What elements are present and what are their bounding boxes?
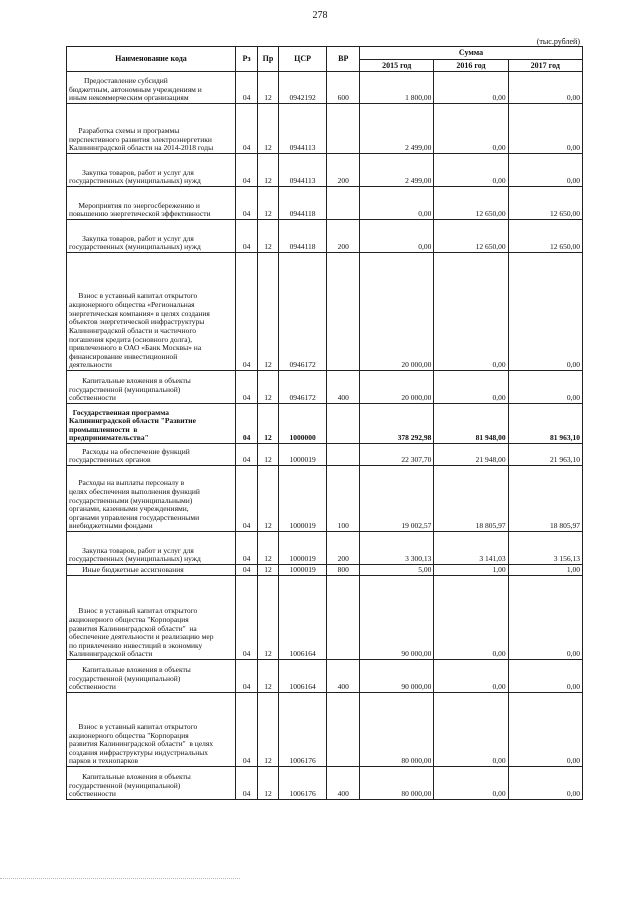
row-2016: 0,00 [434,371,508,404]
row-csr: 1000000 [278,404,327,444]
row-csr: 1006176 [278,767,327,800]
table-row [67,693,583,767]
row-2017: 12 650,00 [508,187,582,220]
row-2015: 90 000,00 [360,576,434,660]
table-row [67,72,583,104]
row-pr: 12 [258,660,278,693]
row-2017: 0,00 [508,371,582,404]
header-year-2017: 2017 год [508,60,582,72]
row-2017: 0,00 [508,253,582,371]
row-2016: 0,00 [434,104,508,154]
row-rz: 04 [235,187,257,220]
row-csr: 1000019 [278,532,327,565]
row-csr: 1000019 [278,466,327,532]
row-vr [327,253,360,371]
row-rz: 04 [235,444,257,466]
table-row [67,220,583,253]
row-2015: 2 499,00 [360,154,434,187]
row-2015: 20 000,00 [360,371,434,404]
row-name [67,565,236,576]
row-rz: 04 [235,565,257,576]
row-pr: 12 [258,404,278,444]
row-name [67,767,236,800]
row-2016: 0,00 [434,154,508,187]
row-2017: 0,00 [508,104,582,154]
row-name [67,371,236,404]
row-vr [327,576,360,660]
row-name [67,154,236,187]
row-vr: 400 [327,767,360,800]
row-name [67,576,236,660]
table-row [67,466,583,532]
row-csr: 1006164 [278,660,327,693]
row-name [67,466,236,532]
row-vr [327,187,360,220]
row-name-text: Взнос в уставный капитал открытого акционерного общества "Корпорация развития Калининградской области" в целях создания инфраструктуры индустриальных парков и технопарков [69,721,214,766]
row-rz: 04 [235,371,257,404]
row-rz: 04 [235,104,257,154]
row-2017: 12 650,00 [508,220,582,253]
row-rz: 04 [235,253,257,371]
row-2017: 3 156,13 [508,532,582,565]
table-row [67,444,583,466]
row-2016: 21 948,00 [434,444,508,466]
row-vr [327,693,360,767]
row-pr: 12 [258,767,278,800]
header-pr: Пр [258,47,278,72]
row-rz: 04 [235,767,257,800]
row-name-text: Мероприятия по энергосбережению и повышению энергетической эффективности [69,200,211,219]
page-number: 278 [312,10,328,21]
row-rz: 04 [235,404,257,444]
header-year-2016: 2016 год [434,60,508,72]
row-name [67,187,236,220]
row-vr [327,104,360,154]
row-csr: 0944113 [278,154,327,187]
header-csr: ЦСР [278,47,327,72]
row-pr: 12 [258,565,278,576]
row-name-text: Капитальные вложения в объекты государственной (муниципальной) собственности [69,665,191,692]
row-name-text: Иные бюджетные ассигнования [69,565,184,575]
row-name-text: Взнос в уставный капитал открытого акционерного общества «Региональная энергетическая компания» в целях создания объектов энергетической инфраструктуры Калининградской области и частичного погашения кредита (основного долга), привлеченного в ОАО «Банк Москвы» на финансирование инвестиционной деятельности [69,291,210,370]
row-2015: 0,00 [360,187,434,220]
row-pr: 12 [258,693,278,767]
row-2017: 81 963,10 [508,404,582,444]
row-rz: 04 [235,154,257,187]
row-2015: 80 000,00 [360,693,434,767]
row-rz: 04 [235,576,257,660]
row-2015: 0,00 [360,220,434,253]
row-name [67,404,236,444]
row-2017: 18 805,97 [508,466,582,532]
row-name [67,693,236,767]
budget-table [66,46,583,800]
row-rz: 04 [235,532,257,565]
row-csr: 1000019 [278,444,327,466]
row-2016: 3 141,03 [434,532,508,565]
row-rz: 04 [235,693,257,767]
row-name-text: Закупка товаров, работ и услуг для государственных (муниципальных) нужд [69,167,201,186]
header-year-2015: 2015 год [360,60,434,72]
row-name-text: Расходы на выплаты персоналу в целях обеспечения выполнения функций государственными (муниципальными) органами, казенными учреждениями, органами управления государственными внебюджетными фондами [69,478,200,531]
row-vr [327,404,360,444]
row-pr: 12 [258,532,278,565]
row-2016: 0,00 [434,693,508,767]
row-vr: 400 [327,371,360,404]
row-pr: 12 [258,72,278,104]
row-rz: 04 [235,72,257,104]
row-vr: 400 [327,660,360,693]
row-name-text: Государственная программа Калининградской области "Развитие промышленности в предпринимательства" [69,407,196,443]
table-row [67,404,583,444]
row-pr: 12 [258,220,278,253]
row-2016: 0,00 [434,660,508,693]
row-pr: 12 [258,253,278,371]
row-name-text: Расходы на обеспечение функций государственных органов [69,446,190,465]
row-vr: 800 [327,565,360,576]
row-2015: 2 499,00 [360,104,434,154]
scan-footer-artifact [0,878,240,881]
row-name [67,104,236,154]
row-pr: 12 [258,371,278,404]
row-2015: 3 300,13 [360,532,434,565]
row-name [67,253,236,371]
row-vr: 200 [327,532,360,565]
row-2016: 0,00 [434,576,508,660]
row-name [67,532,236,565]
table-row [67,660,583,693]
row-csr: 1006176 [278,693,327,767]
row-vr [327,444,360,466]
table-row [67,253,583,371]
row-pr: 12 [258,187,278,220]
row-2017: 0,00 [508,660,582,693]
header-vr: ВР [327,47,360,72]
row-csr: 0944118 [278,187,327,220]
row-csr: 1000019 [278,565,327,576]
row-2015: 378 292,98 [360,404,434,444]
row-name [67,72,236,104]
table-row [67,371,583,404]
row-csr: 0944113 [278,104,327,154]
row-2017: 0,00 [508,72,582,104]
row-rz: 04 [235,220,257,253]
row-2015: 20 000,00 [360,253,434,371]
row-name-text: Разработка схемы и программы перспективного развития электроэнергетики Калининградской области на 2014-2018 годы [69,126,214,153]
row-vr: 100 [327,466,360,532]
row-2015: 19 002,57 [360,466,434,532]
row-csr: 0946172 [278,253,327,371]
row-name-text: Предоставление субсидий бюджетным, автономным учреждениям и иным некоммерческим организациям [69,76,202,103]
row-2016: 0,00 [434,72,508,104]
row-vr: 200 [327,154,360,187]
row-vr: 200 [327,220,360,253]
row-2016: 0,00 [434,253,508,371]
row-pr: 12 [258,444,278,466]
row-2017: 0,00 [508,576,582,660]
table-row [67,767,583,800]
row-name [67,444,236,466]
row-2016: 1,00 [434,565,508,576]
table-row [67,187,583,220]
row-name-text: Капитальные вложения в объекты государственной (муниципальной) собственности [69,376,191,403]
row-2017: 0,00 [508,154,582,187]
row-csr: 0946172 [278,371,327,404]
header-sum: Сумма [360,47,583,60]
row-rz: 04 [235,660,257,693]
table-row [67,532,583,565]
row-name [67,220,236,253]
row-csr: 0944118 [278,220,327,253]
row-2016: 81 948,00 [434,404,508,444]
row-2017: 1,00 [508,565,582,576]
row-2016: 18 805,97 [434,466,508,532]
table-row [67,565,583,576]
row-pr: 12 [258,466,278,532]
row-2017: 0,00 [508,693,582,767]
row-name-text: Закупка товаров, работ и услуг для государственных (муниципальных) нужд [69,545,201,564]
table-row [67,576,583,660]
row-2016: 12 650,00 [434,220,508,253]
row-pr: 12 [258,576,278,660]
row-name-text: Капитальные вложения в объекты государственной (муниципальной) собственности [69,772,191,799]
row-2016: 12 650,00 [434,187,508,220]
row-2015: 5,00 [360,565,434,576]
row-2017: 0,00 [508,767,582,800]
row-pr: 12 [258,154,278,187]
row-2015: 1 800,00 [360,72,434,104]
row-vr: 600 [327,72,360,104]
table-row [67,104,583,154]
table-row [67,154,583,187]
units-label: (тыс.рублей) [536,37,580,46]
row-name-text: Взнос в уставный капитал открытого акционерного общества "Корпорация развития Калининградской области" на обеспечение деятельности и реализацию мер по привлечению инвестиций в экономику Калининградской области [69,606,214,659]
row-2015: 80 000,00 [360,767,434,800]
row-name [67,660,236,693]
header-rz: Рз [235,47,257,72]
row-2016: 0,00 [434,767,508,800]
row-csr: 1006164 [278,576,327,660]
header-name: Наименование кода [67,47,236,72]
row-2015: 22 307,70 [360,444,434,466]
row-2015: 90 000,00 [360,660,434,693]
row-2017: 21 963,10 [508,444,582,466]
row-rz: 04 [235,466,257,532]
row-name-text: Закупка товаров, работ и услуг для государственных (муниципальных) нужд [69,233,201,252]
row-csr: 0942192 [278,72,327,104]
table-body [67,72,583,800]
row-pr: 12 [258,104,278,154]
